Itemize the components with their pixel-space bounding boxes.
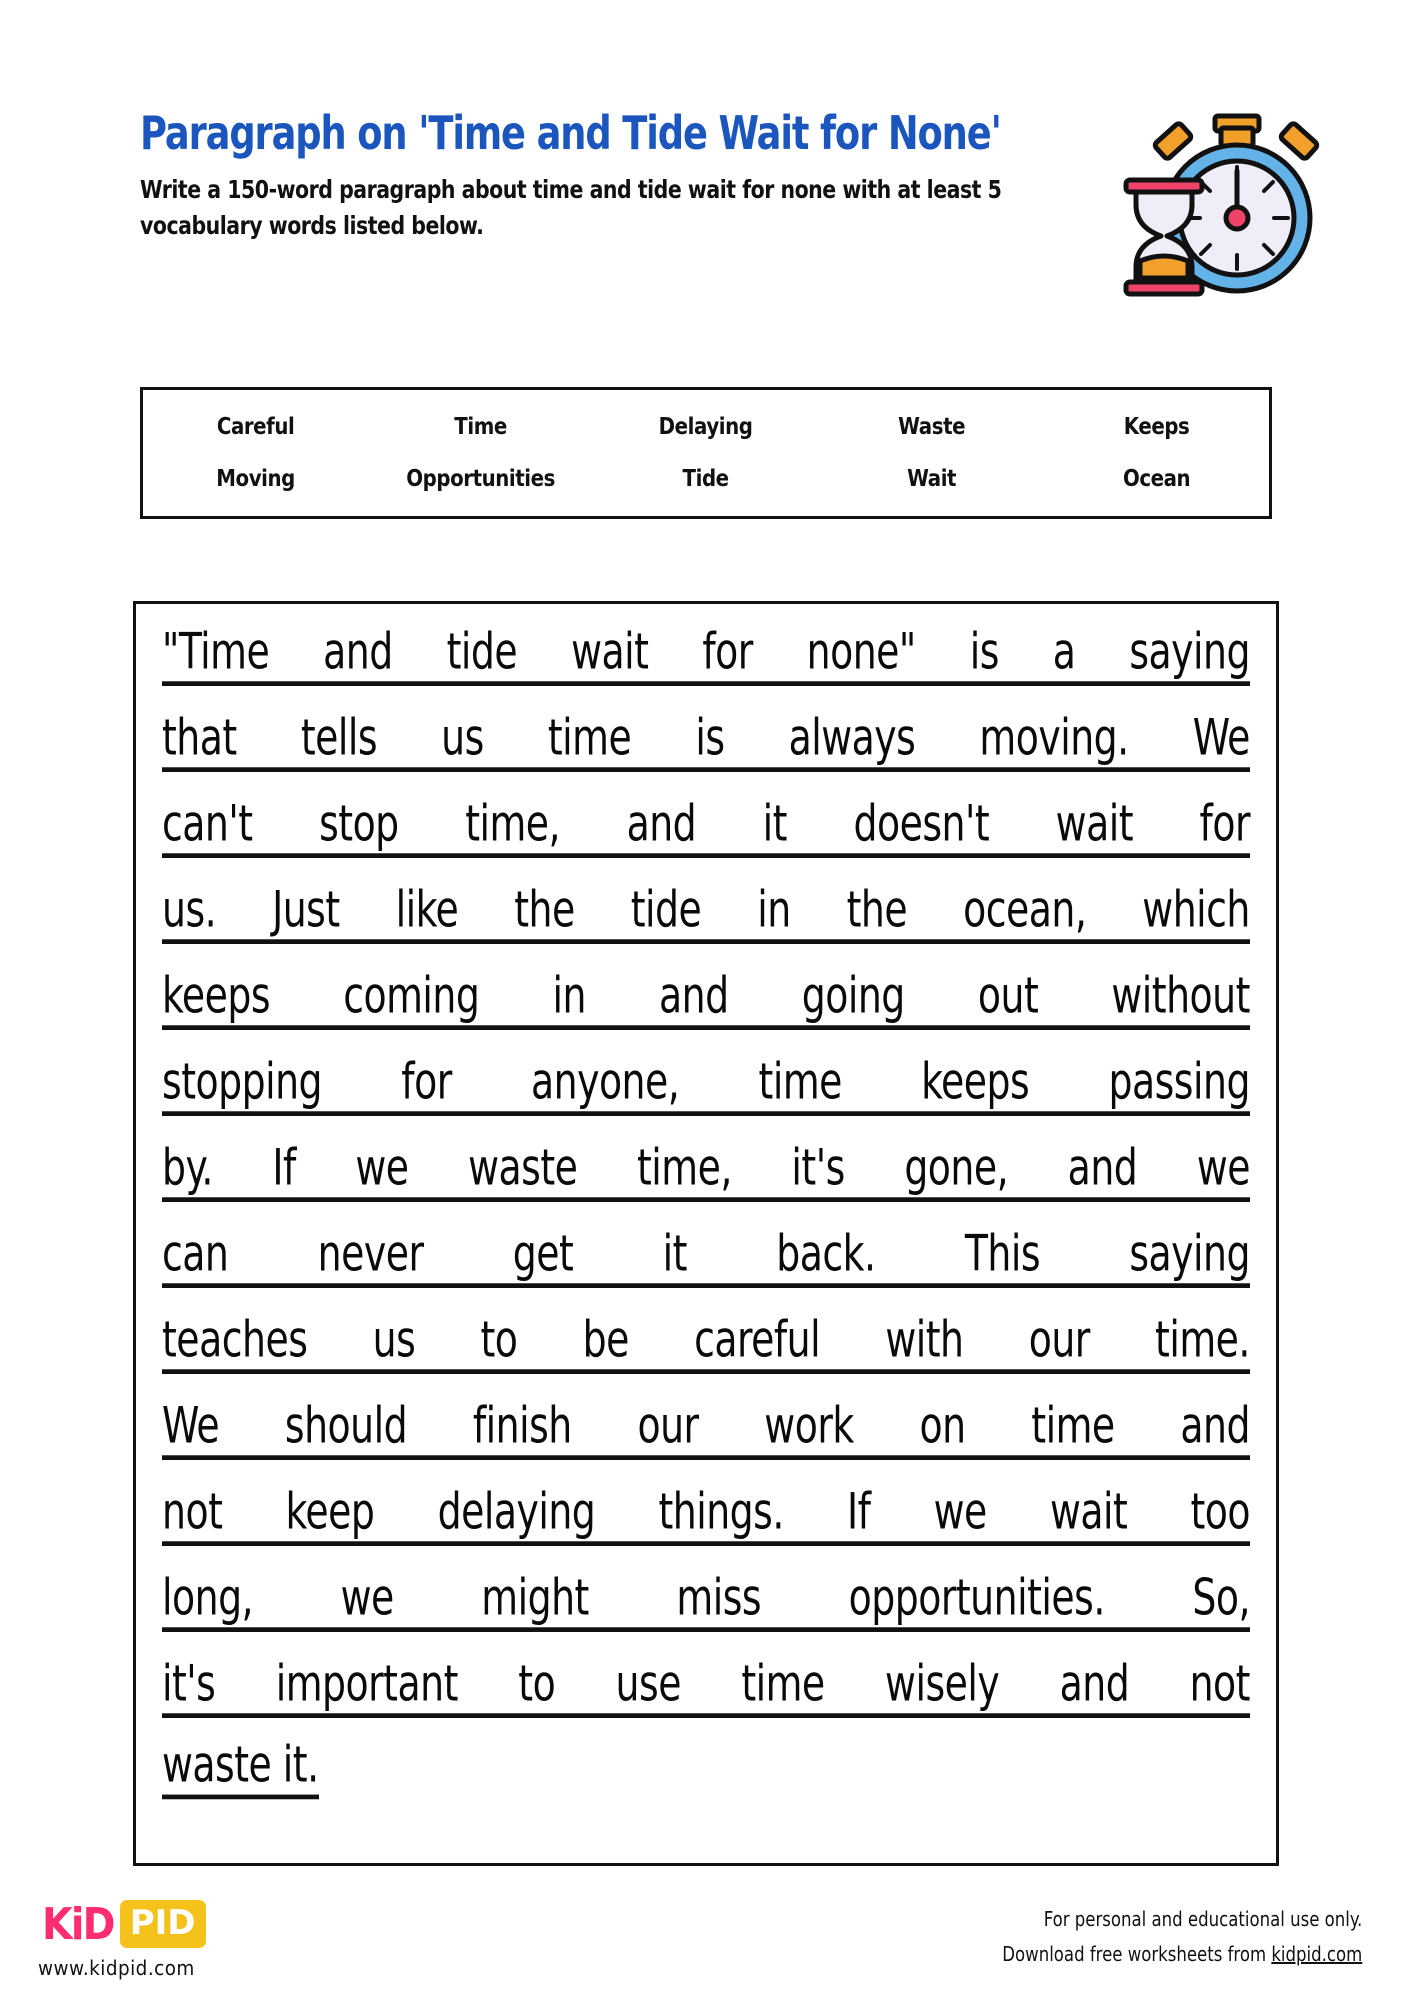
vocab-word: Moving	[216, 466, 295, 492]
vocab-word: Careful	[216, 414, 295, 440]
kidpid-logo-mark	[38, 1898, 208, 1950]
logo-website-url: www.kidpid.com	[38, 1956, 195, 1980]
legal-line-1: For personal and educational use only.	[1043, 1907, 1362, 1931]
handwritten-paragraph	[162, 622, 1250, 1804]
word-bank-row	[143, 414, 1269, 440]
vocab-word: Time	[454, 414, 508, 440]
page-instructions: Write a 150-word paragraph about time and tide wait for none with at least 5 vocabulary words listed below.	[140, 174, 1002, 240]
vocab-word: Wait	[906, 466, 956, 492]
word-bank-row	[143, 466, 1269, 492]
legal-notice	[971, 1902, 1362, 1972]
vocab-word: Waste	[897, 414, 965, 440]
paragraph-line: waste it.	[162, 1733, 1250, 1804]
paragraph-line: stopping for anyone, time keeps passing	[162, 1045, 1250, 1116]
paragraph-line: by. If we waste time, it's gone, and we	[162, 1131, 1250, 1202]
legal-line-2-prefix: Download free worksheets from	[1002, 1942, 1272, 1966]
vocab-word: Delaying	[659, 414, 753, 440]
paragraph-line: teaches us to be careful with our time.	[162, 1303, 1250, 1374]
header	[140, 108, 1270, 244]
header-text	[140, 108, 1100, 244]
paragraph-line: it's important to use time wisely and not	[162, 1647, 1250, 1718]
vocabulary-word-bank	[140, 387, 1272, 519]
vocab-word: Opportunities	[406, 466, 556, 492]
paragraph-line: not keep delaying things. If we wait too	[162, 1475, 1250, 1546]
vocab-word: Ocean	[1122, 466, 1191, 492]
logo-pid-text: PID	[129, 1903, 196, 1943]
kidpid-logo	[38, 1898, 208, 1980]
kidpid-link[interactable]: kidpid.com	[1271, 1942, 1362, 1966]
paragraph-line: us. Just like the tide in the ocean, which	[162, 873, 1250, 944]
paragraph-answer-box[interactable]	[133, 601, 1279, 1866]
paragraph-line: "Time and tide wait for none" is a saying	[162, 615, 1250, 686]
paragraph-line: We should finish our work on time and	[162, 1389, 1250, 1460]
footer	[0, 1890, 1414, 2000]
stopwatch-and-hourglass-icon	[1114, 105, 1354, 300]
paragraph-line: that tells us time is always moving. We	[162, 701, 1250, 772]
vocab-word: Keeps	[1123, 414, 1190, 440]
paragraph-line: long, we might miss opportunities. So,	[162, 1561, 1250, 1632]
logo-pid-badge	[120, 1900, 206, 1948]
paragraph-line: keeps coming in and going out without	[162, 959, 1250, 1030]
page-title: Paragraph on 'Time and Tide Wait for None'	[140, 106, 1001, 160]
paragraph-line: can't stop time, and it doesn't wait for	[162, 787, 1250, 858]
vocab-word: Tide	[682, 466, 730, 492]
logo-kid-text: KiD	[41, 1898, 114, 1950]
legal-line-2	[1002, 1937, 1362, 1972]
paragraph-line: can never get it back. This saying	[162, 1217, 1250, 1288]
